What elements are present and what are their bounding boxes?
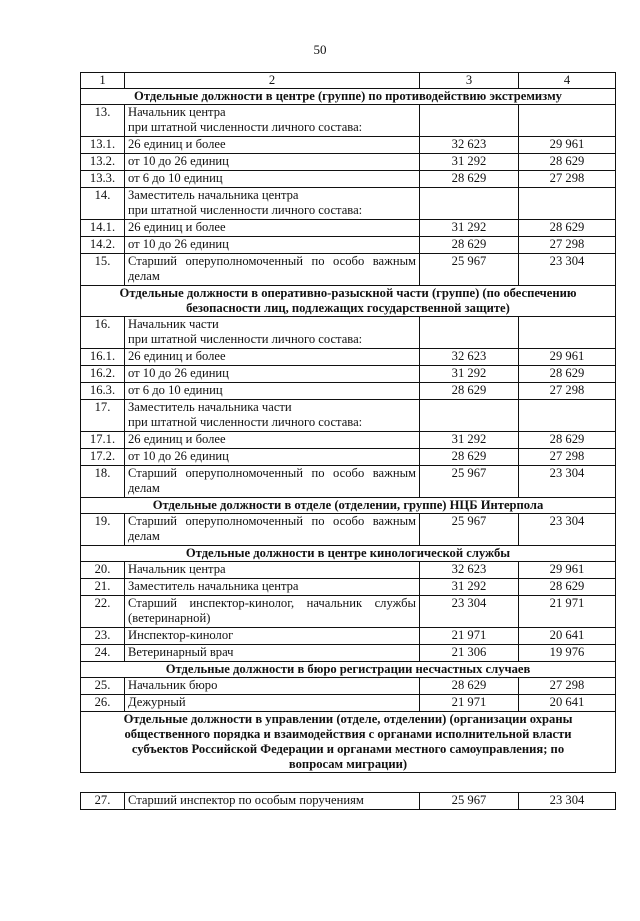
table-row <box>81 793 616 810</box>
salary-value-col3: 28 629 <box>420 449 519 466</box>
salary-value-col3: 31 292 <box>420 366 519 383</box>
salary-value-col4: 28 629 <box>519 366 616 383</box>
salary-value-col4 <box>519 105 616 137</box>
section-header-row <box>81 546 616 562</box>
position-title <box>125 105 420 137</box>
salary-value-col3: 32 623 <box>420 137 519 154</box>
table-row <box>81 383 616 400</box>
position-title <box>125 678 420 695</box>
position-title <box>125 383 420 400</box>
position-title <box>125 645 420 662</box>
table-row <box>81 628 616 645</box>
table-row <box>81 366 616 383</box>
section-title <box>81 498 616 514</box>
position-title <box>125 596 420 628</box>
position-title-line: от 10 до 26 единиц <box>128 366 229 380</box>
section-title <box>81 712 616 773</box>
position-title-line: Начальник центра <box>128 562 226 576</box>
position-title-line: при штатной численности личного состава: <box>128 415 363 429</box>
salary-value-col4: 29 961 <box>519 562 616 579</box>
table-row <box>81 645 616 662</box>
row-number: 17.1. <box>81 432 125 449</box>
position-title <box>125 579 420 596</box>
section-title-line: субъектов Российской Федерации и органами местного самоуправления; по <box>131 742 565 756</box>
salary-value-col4: 23 304 <box>519 466 616 498</box>
section-title-line: Отдельные должности в центре (группе) по противодействию экстремизму <box>134 89 562 103</box>
row-number: 18. <box>81 466 125 498</box>
column-header: 3 <box>420 73 519 89</box>
salary-value-col3: 28 629 <box>420 383 519 400</box>
salary-value-col3 <box>420 188 519 220</box>
position-title-line: от 6 до 10 единиц <box>128 383 223 397</box>
position-title-line: от 10 до 26 единиц <box>128 449 229 463</box>
salary-value-col4: 23 304 <box>519 254 616 286</box>
row-number: 19. <box>81 514 125 546</box>
position-title-line: 26 единиц и более <box>128 349 226 363</box>
salary-value-col3: 32 623 <box>420 562 519 579</box>
salary-value-col4 <box>519 317 616 349</box>
table-row <box>81 695 616 712</box>
table-row <box>81 400 616 432</box>
position-title-line: от 10 до 26 единиц <box>128 154 229 168</box>
section-header-row <box>81 89 616 105</box>
table-row <box>81 254 616 286</box>
salary-value-col4: 27 298 <box>519 678 616 695</box>
table-row <box>81 678 616 695</box>
table-row <box>81 317 616 349</box>
salary-value-col3: 28 629 <box>420 237 519 254</box>
position-title-line: Старший инспектор-кинолог, начальник службы (ветеринарной) <box>128 596 416 625</box>
position-title <box>125 254 420 286</box>
section-title-line: Отдельные должности в центре кинологической службы <box>185 546 511 560</box>
section-header-row <box>81 498 616 514</box>
position-title <box>125 317 420 349</box>
position-title-line: Старший инспектор по особым поручениям <box>128 793 364 807</box>
salary-value-col4: 27 298 <box>519 171 616 188</box>
salary-value-col3: 25 967 <box>420 514 519 546</box>
section-title-line: безопасности лиц, подлежащих государственной защите) <box>186 301 510 315</box>
salary-value-col4: 29 961 <box>519 137 616 154</box>
position-title <box>125 628 420 645</box>
table-row <box>81 579 616 596</box>
salary-value-col3: 23 304 <box>420 596 519 628</box>
table-row <box>81 466 616 498</box>
row-number: 14.1. <box>81 220 125 237</box>
position-title-line: при штатной численности личного состава: <box>128 203 363 217</box>
position-title-line: при штатной численности личного состава: <box>128 120 363 134</box>
salary-value-col4: 23 304 <box>519 793 616 810</box>
position-title-line: Старший оперуполномоченный по особо важным делам <box>128 254 416 283</box>
row-number: 16.2. <box>81 366 125 383</box>
position-title-line: при штатной численности личного состава: <box>128 332 363 346</box>
column-header: 4 <box>519 73 616 89</box>
row-number: 26. <box>81 695 125 712</box>
salary-value-col3: 31 292 <box>420 579 519 596</box>
position-title-line: от 10 до 26 единиц <box>128 237 229 251</box>
table-row <box>81 105 616 137</box>
table-row <box>81 154 616 171</box>
salary-table <box>80 72 616 810</box>
position-title <box>125 432 420 449</box>
section-header-row <box>81 712 616 773</box>
position-title <box>125 514 420 546</box>
salary-value-col3: 25 967 <box>420 793 519 810</box>
section-header-row <box>81 286 616 317</box>
row-number: 13.3. <box>81 171 125 188</box>
table-row <box>81 188 616 220</box>
section-title-line: общественного порядка и взаимодействия с органами исполнительной власти <box>124 727 572 741</box>
row-number: 17.2. <box>81 449 125 466</box>
row-number: 16.1. <box>81 349 125 366</box>
spacer-row <box>81 773 616 793</box>
salary-value-col4: 27 298 <box>519 383 616 400</box>
row-number: 13. <box>81 105 125 137</box>
position-title <box>125 562 420 579</box>
salary-value-col3: 32 623 <box>420 349 519 366</box>
salary-value-col3: 21 971 <box>420 628 519 645</box>
table-row <box>81 596 616 628</box>
position-title <box>125 449 420 466</box>
section-title-line: Отдельные должности в отделе (отделении, группе) НЦБ Интерпола <box>152 498 544 512</box>
position-title-line: Инспектор-кинолог <box>128 628 234 642</box>
position-title <box>125 171 420 188</box>
position-title-line: Старший оперуполномоченный по особо важным делам <box>128 466 416 495</box>
row-number: 16.3. <box>81 383 125 400</box>
position-title-line: от 6 до 10 единиц <box>128 171 223 185</box>
table-row <box>81 514 616 546</box>
salary-value-col4: 21 971 <box>519 596 616 628</box>
table-row <box>81 432 616 449</box>
row-number: 15. <box>81 254 125 286</box>
salary-value-col4: 29 961 <box>519 349 616 366</box>
row-number: 21. <box>81 579 125 596</box>
row-number: 24. <box>81 645 125 662</box>
row-number: 14.2. <box>81 237 125 254</box>
salary-value-col4: 20 641 <box>519 695 616 712</box>
salary-value-col3: 28 629 <box>420 678 519 695</box>
salary-value-col4: 27 298 <box>519 449 616 466</box>
table-row <box>81 349 616 366</box>
section-title <box>81 662 616 678</box>
salary-value-col4: 28 629 <box>519 220 616 237</box>
row-number: 22. <box>81 596 125 628</box>
row-number: 16. <box>81 317 125 349</box>
salary-value-col3: 31 292 <box>420 154 519 171</box>
position-title <box>125 793 420 810</box>
row-number: 13.1. <box>81 137 125 154</box>
salary-value-col3 <box>420 400 519 432</box>
salary-value-col3: 31 292 <box>420 220 519 237</box>
position-title <box>125 220 420 237</box>
row-number: 23. <box>81 628 125 645</box>
table-header-row <box>81 73 616 89</box>
row-number: 17. <box>81 400 125 432</box>
position-title <box>125 695 420 712</box>
position-title <box>125 466 420 498</box>
salary-value-col3: 25 967 <box>420 466 519 498</box>
salary-value-col4: 27 298 <box>519 237 616 254</box>
page-number: 50 <box>313 42 327 57</box>
column-header: 2 <box>125 73 420 89</box>
salary-value-col3 <box>420 317 519 349</box>
salary-value-col3 <box>420 105 519 137</box>
salary-value-col4: 20 641 <box>519 628 616 645</box>
position-title-line: 26 единиц и более <box>128 220 226 234</box>
table-row <box>81 449 616 466</box>
salary-value-col3: 31 292 <box>420 432 519 449</box>
row-number: 14. <box>81 188 125 220</box>
salary-value-col3: 28 629 <box>420 171 519 188</box>
row-number: 13.2. <box>81 154 125 171</box>
position-title-line: Начальник части <box>128 317 219 331</box>
position-title-line: Заместитель начальника центра <box>128 579 299 593</box>
row-number: 27. <box>81 793 125 810</box>
section-title-line: Отдельные должности в бюро регистрации несчастных случаев <box>165 662 531 676</box>
position-title <box>125 188 420 220</box>
section-title-line: Отдельные должности в оперативно-разыскной части (группе) (по обеспечению <box>119 286 577 300</box>
column-header: 1 <box>81 73 125 89</box>
section-title <box>81 89 616 105</box>
spacer-cell <box>81 773 616 793</box>
section-title-line: Отдельные должности в управлении (отделе, отделении) (организации охраны <box>123 712 573 726</box>
section-title <box>81 546 616 562</box>
table-row <box>81 137 616 154</box>
salary-value-col3: 21 971 <box>420 695 519 712</box>
salary-value-col3: 25 967 <box>420 254 519 286</box>
position-title-line: Заместитель начальника части <box>128 400 292 414</box>
salary-value-col4: 19 976 <box>519 645 616 662</box>
salary-value-col4 <box>519 400 616 432</box>
salary-value-col4: 28 629 <box>519 432 616 449</box>
section-title <box>81 286 616 317</box>
position-title-line: Заместитель начальника центра <box>128 188 299 202</box>
position-title <box>125 400 420 432</box>
salary-value-col3: 21 306 <box>420 645 519 662</box>
table-row <box>81 220 616 237</box>
section-title-line: вопросам миграции) <box>288 757 408 771</box>
table-row <box>81 237 616 254</box>
row-number: 20. <box>81 562 125 579</box>
position-title <box>125 137 420 154</box>
section-header-row <box>81 662 616 678</box>
position-title <box>125 154 420 171</box>
table-row <box>81 171 616 188</box>
position-title-line: Старший оперуполномоченный по особо важным делам <box>128 514 416 543</box>
table-row <box>81 562 616 579</box>
position-title-line: Начальник центра <box>128 105 226 119</box>
position-title <box>125 349 420 366</box>
position-title <box>125 366 420 383</box>
salary-value-col4: 28 629 <box>519 154 616 171</box>
position-title-line: 26 единиц и более <box>128 137 226 151</box>
position-title-line: Ветеринарный врач <box>128 645 234 659</box>
row-number: 25. <box>81 678 125 695</box>
salary-value-col4: 28 629 <box>519 579 616 596</box>
position-title-line: 26 единиц и более <box>128 432 226 446</box>
position-title-line: Дежурный <box>128 695 186 709</box>
salary-value-col4: 23 304 <box>519 514 616 546</box>
position-title-line: Начальник бюро <box>128 678 218 692</box>
position-title <box>125 237 420 254</box>
salary-value-col4 <box>519 188 616 220</box>
